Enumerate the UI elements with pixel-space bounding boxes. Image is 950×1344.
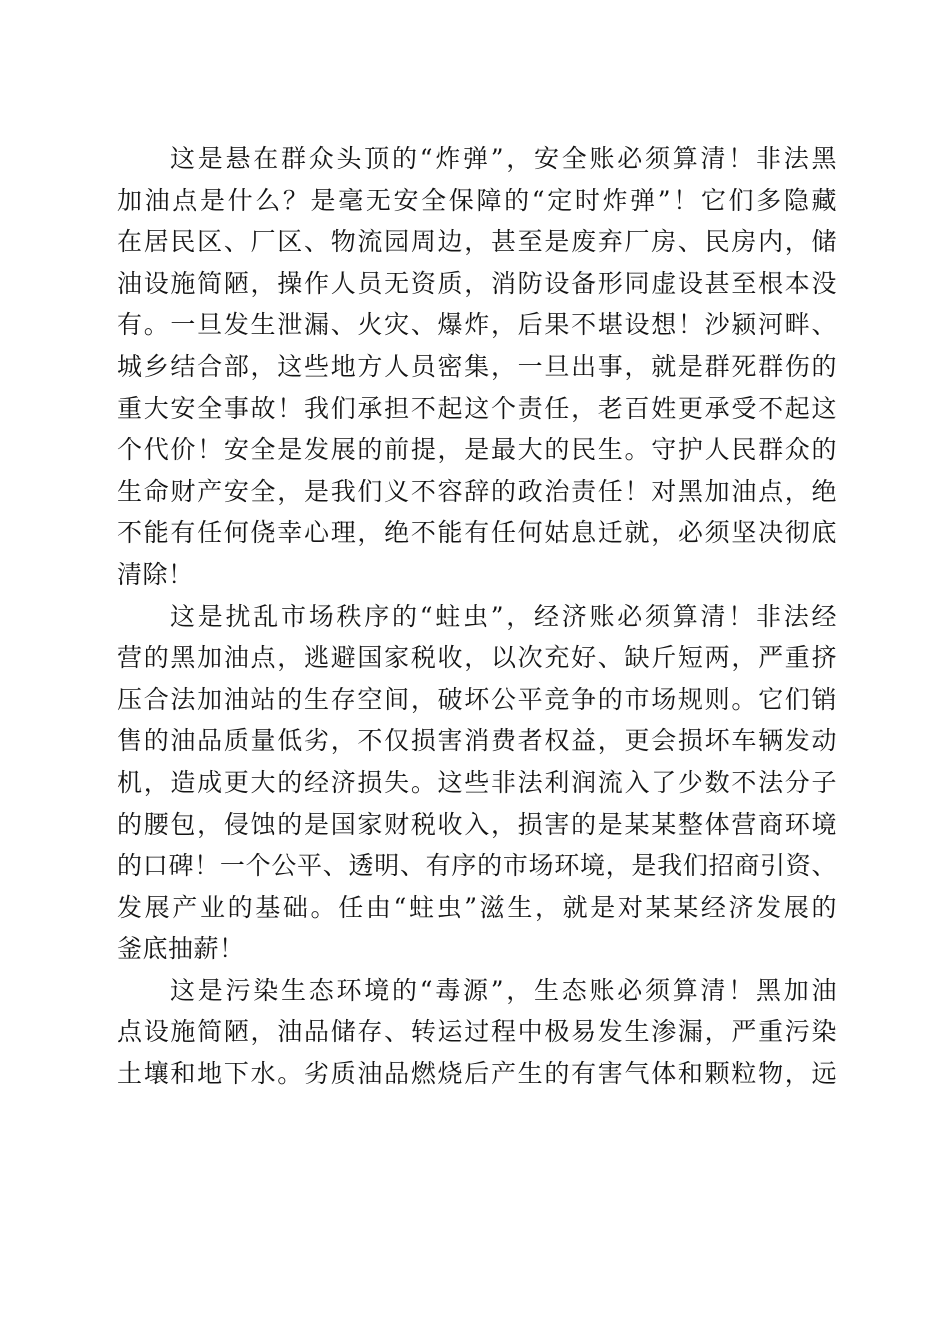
paragraph-line: 在居民区、厂区、物流园周边，甚至是废弃厂房、民房内，储 xyxy=(117,227,837,257)
paragraph-line: 油设施简陋，操作人员无资质，消防设备形同虚设甚至根本没 xyxy=(117,268,837,298)
paragraph-economy xyxy=(117,596,837,970)
paragraph-line: 重大安全事故！我们承担不起这个责任，老百姓更承受不起这 xyxy=(117,393,837,423)
paragraph-line: 营的黑加油点，逃避国家税收，以次充好、缺斤短两，严重挤 xyxy=(117,643,837,673)
paragraph-line: 个代价！安全是发展的前提，是最大的民生。守护人民群众的 xyxy=(117,435,837,465)
paragraph-line: 机，造成更大的经济损失。这些非法利润流入了少数不法分子 xyxy=(117,767,837,797)
paragraph-line: 的口碑！一个公平、透明、有序的市场环境，是我们招商引资、 xyxy=(117,851,837,881)
paragraph-line: 清除！ xyxy=(117,559,194,589)
paragraph-line: 土壤和地下水。劣质油品燃烧后产生的有害气体和颗粒物，远 xyxy=(117,1059,837,1089)
paragraph-line: 的腰包，侵蚀的是国家财税收入，损害的是某某整体营商环境 xyxy=(117,809,837,839)
paragraph-line: 不能有任何侥幸心理，绝不能有任何姑息迁就，必须坚决彻底 xyxy=(117,518,837,548)
paragraph-safety xyxy=(117,138,837,596)
paragraph-ecology xyxy=(117,970,837,1095)
document-body xyxy=(117,138,837,1095)
paragraph-line: 这是悬在群众头顶的“炸弹”，安全账必须算清！非法黑 xyxy=(170,144,837,173)
paragraph-line: 有。一旦发生泄漏、火灾、爆炸，后果不堪设想！沙颍河畔、 xyxy=(117,310,837,340)
paragraph-line: 这是污染生态环境的“毒源”，生态账必须算清！黑加油 xyxy=(170,975,837,1005)
paragraph-line: 售的油品质量低劣，不仅损害消费者权益，更会损坏车辆发动 xyxy=(117,726,837,756)
paragraph-line: 釜底抽薪！ xyxy=(117,934,245,964)
paragraph-line: 这是扰乱市场秩序的“蛀虫”，经济账必须算清！非法经 xyxy=(170,601,837,631)
paragraph-line: 点设施简陋，油品储存、转运过程中极易发生渗漏，严重污染 xyxy=(117,1017,837,1047)
paragraph-line: 生命财产安全，是我们义不容辞的政治责任！对黑加油点，绝 xyxy=(117,476,837,506)
paragraph-line: 压合法加油站的生存空间，破坏公平竞争的市场规则。它们销 xyxy=(117,684,837,714)
paragraph-line: 加油点是什么？是毫无安全保障的“定时炸弹”！它们多隐藏 xyxy=(117,185,837,215)
paragraph-line: 发展产业的基础。任由“蛀虫”滋生，就是对某某经济发展的 xyxy=(117,892,837,922)
paragraph-line: 城乡结合部，这些地方人员密集，一旦出事，就是群死群伤的 xyxy=(117,351,837,381)
